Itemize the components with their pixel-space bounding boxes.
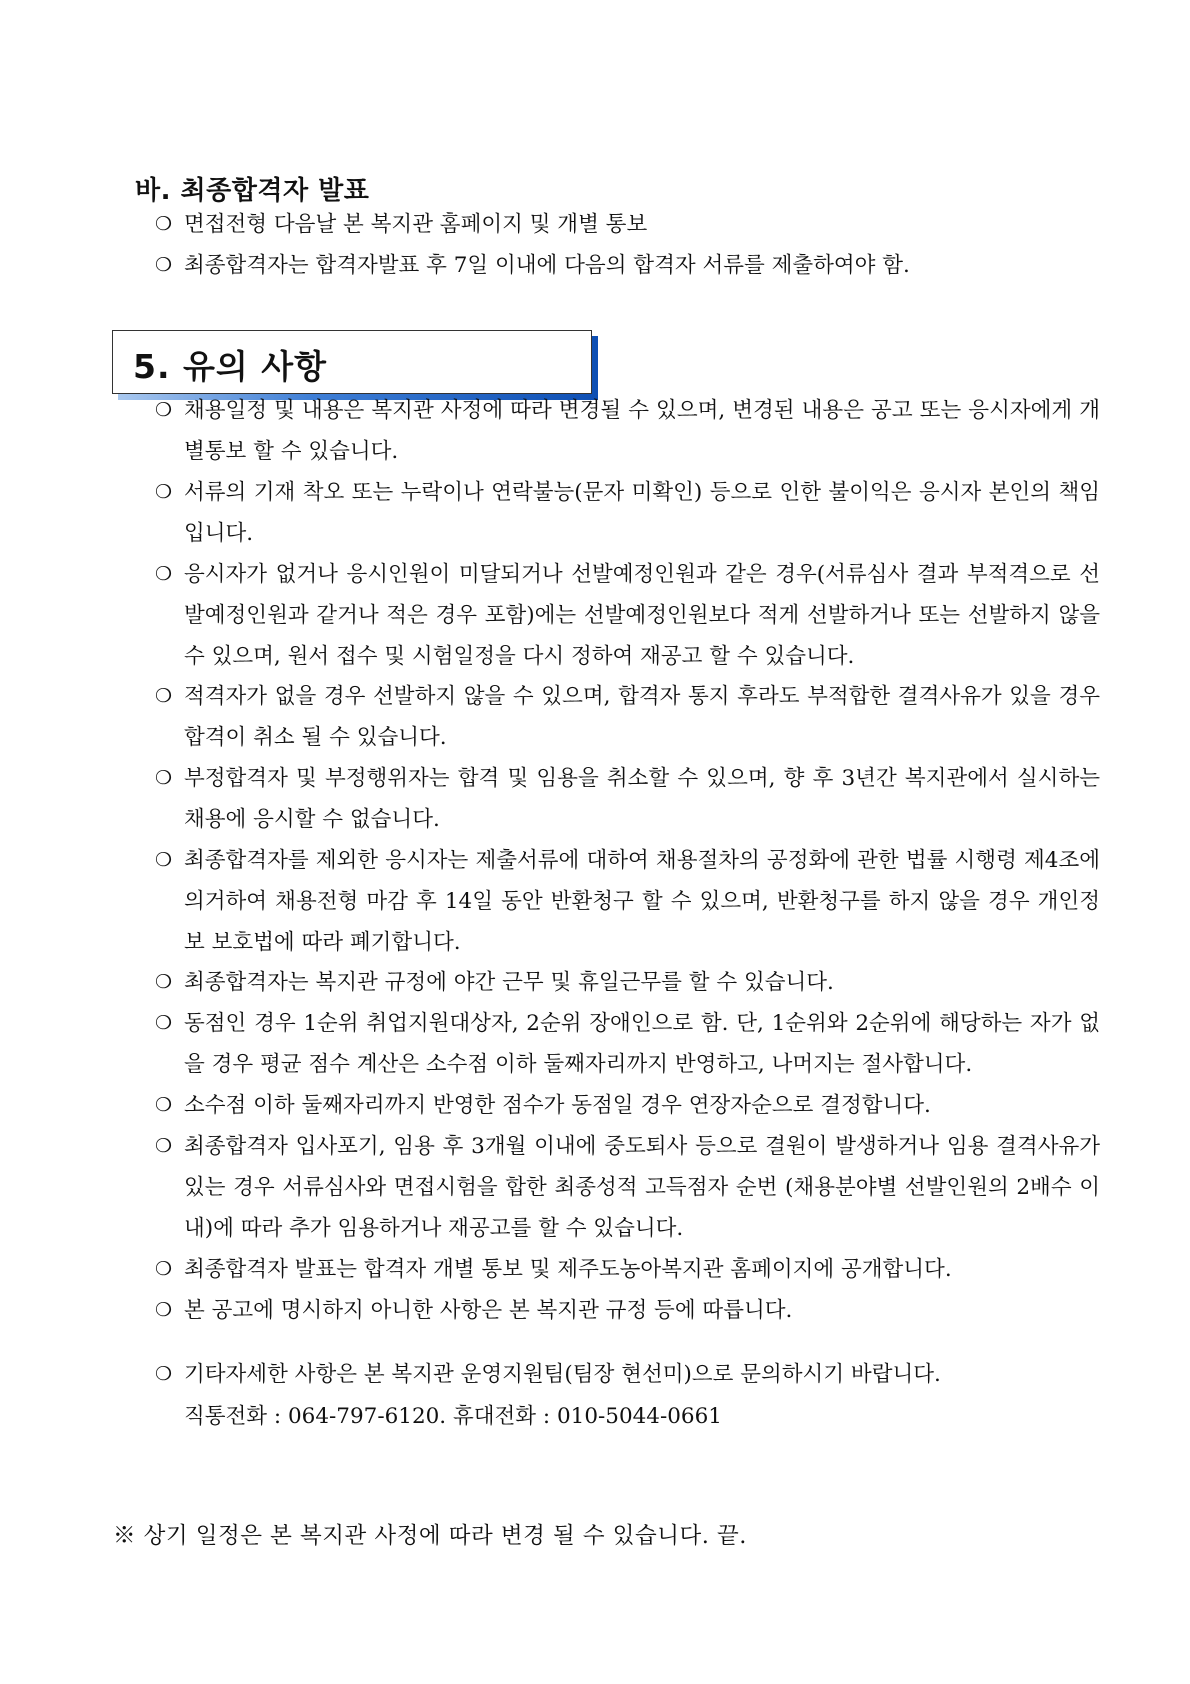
- list-item-text: 적격자가 없을 경우 선발하지 않을 수 있으며, 합격자 통지 후라도 부적합한 결격사유가 있을 경우 합격이 취소 될 수 있습니다.: [184, 684, 1100, 750]
- list-item-text: 동점인 경우 1순위 취업지원대상자, 2순위 장애인으로 함. 단, 1순위와 2순위에 해당하는 자가 없을 경우 평균 점수 계산은 소수점 이하 둘째자리까지 반영하고, 나머지는 절사합니다.: [184, 1011, 1100, 1077]
- bullet-icon: ❍: [155, 481, 173, 503]
- bullet-icon: ❍: [155, 563, 173, 585]
- bullet-icon: ❍: [155, 1363, 173, 1385]
- list-item-text: 기타자세한 사항은 본 복지관 운영지원팀(팀장 현선미)으로 문의하시기 바랍니다.: [184, 1362, 941, 1387]
- list-item: [155, 1003, 1100, 1085]
- bullet-icon: ❍: [155, 1012, 173, 1034]
- bullet-icon: ❍: [155, 1299, 173, 1321]
- list-item-text: 최종합격자는 복지관 규정에 야간 근무 및 휴일근무를 할 수 있습니다.: [184, 970, 834, 995]
- list-item: [155, 962, 1100, 1003]
- list-item-text: 본 공고에 명시하지 아니한 사항은 본 복지관 규정 등에 따릅니다.: [184, 1298, 793, 1323]
- list-item: [155, 245, 1100, 286]
- bullet-icon: ❍: [155, 399, 173, 421]
- footnote: ※ 상기 일정은 본 복지관 사정에 따라 변경 될 수 있습니다. 끝.: [113, 1523, 747, 1549]
- contact-info: 직통전화 : 064-797-6120. 휴대전화 : 010-5044-0661: [184, 1404, 722, 1429]
- list-item-text: 최종합격자는 합격자발표 후 7일 이내에 다음의 합격자 서류를 제출하여야 함.: [184, 253, 910, 278]
- section-heading-frame: [112, 330, 592, 394]
- list-item: [155, 390, 1100, 472]
- list-item-text: 부정합격자 및 부정행위자는 합격 및 임용을 취소할 수 있으며, 향 후 3년간 복지관에서 실시하는 채용에 응시할 수 없습니다.: [184, 766, 1100, 832]
- list-item-text: 서류의 기재 착오 또는 누락이나 연락불능(문자 미확인) 등으로 인한 불이익은 응시자 본인의 책임입니다.: [184, 480, 1100, 546]
- subsection-title: 바. 최종합격자 발표: [135, 176, 370, 206]
- bullet-icon: ❍: [155, 1258, 173, 1280]
- bullet-icon: ❍: [155, 254, 173, 276]
- bullet-icon: ❍: [155, 685, 173, 707]
- list-item: [155, 204, 1100, 245]
- list-item: [155, 472, 1100, 554]
- bullet-icon: ❍: [155, 1094, 173, 1116]
- list-item: [155, 758, 1100, 840]
- list-item: [155, 1126, 1100, 1249]
- bullet-icon: ❍: [155, 971, 173, 993]
- list-item: [155, 1354, 1100, 1395]
- list-item: [155, 1290, 1100, 1331]
- bullet-icon: ❍: [155, 849, 173, 871]
- list-item-text: 최종합격자 발표는 합격자 개별 통보 및 제주도농아복지관 홈페이지에 공개합니다.: [184, 1257, 952, 1282]
- list-item-text: 면접전형 다음날 본 복지관 홈페이지 및 개별 통보: [184, 212, 648, 237]
- bullet-icon: ❍: [155, 213, 173, 235]
- list-item-text: 최종합격자 입사포기, 임용 후 3개월 이내에 중도퇴사 등으로 결원이 발생하거나 임용 결격사유가 있는 경우 서류심사와 면접시험을 합한 최종성적 고득점자 순번 (채용분야별 선발인원의 2배수 이내)에 따라 추가 임용하거나 재공고를 할 수 있습니다.: [184, 1134, 1100, 1241]
- list-item: [155, 1085, 1100, 1126]
- list-item-text: 최종합격자를 제외한 응시자는 제출서류에 대하여 채용절차의 공정화에 관한 법률 시행령 제4조에 의거하여 채용전형 마감 후 14일 동안 반환청구 할 수 있으며, 반환청구를 하지 않을 경우 개인정보 보호법에 따라 폐기합니다.: [184, 848, 1100, 955]
- bullet-icon: ❍: [155, 1135, 173, 1157]
- list-item: [155, 1249, 1100, 1290]
- list-item-text: 소수점 이하 둘째자리까지 반영한 점수가 동점일 경우 연장자순으로 결정합니다.: [184, 1093, 931, 1118]
- section-title: 5. 유의 사항: [133, 347, 327, 386]
- list-item: [155, 676, 1100, 758]
- list-item-text: 응시자가 없거나 응시인원이 미달되거나 선발예정인원과 같은 경우(서류심사 결과 부적격으로 선발예정인원과 같거나 적은 경우 포함)에는 선발예정인원보다 적게 선발하거나 또는 선발하지 않을 수 있으며, 원서 접수 및 시험일정을 다시 정하여 재공고 할 수 있습니다.: [184, 562, 1100, 669]
- bullet-icon: ❍: [155, 767, 173, 789]
- list-item: [155, 554, 1100, 677]
- list-item-text: 채용일정 및 내용은 복지관 사정에 따라 변경될 수 있으며, 변경된 내용은 공고 또는 응시자에게 개별통보 할 수 있습니다.: [184, 398, 1100, 464]
- list-item: [155, 840, 1100, 963]
